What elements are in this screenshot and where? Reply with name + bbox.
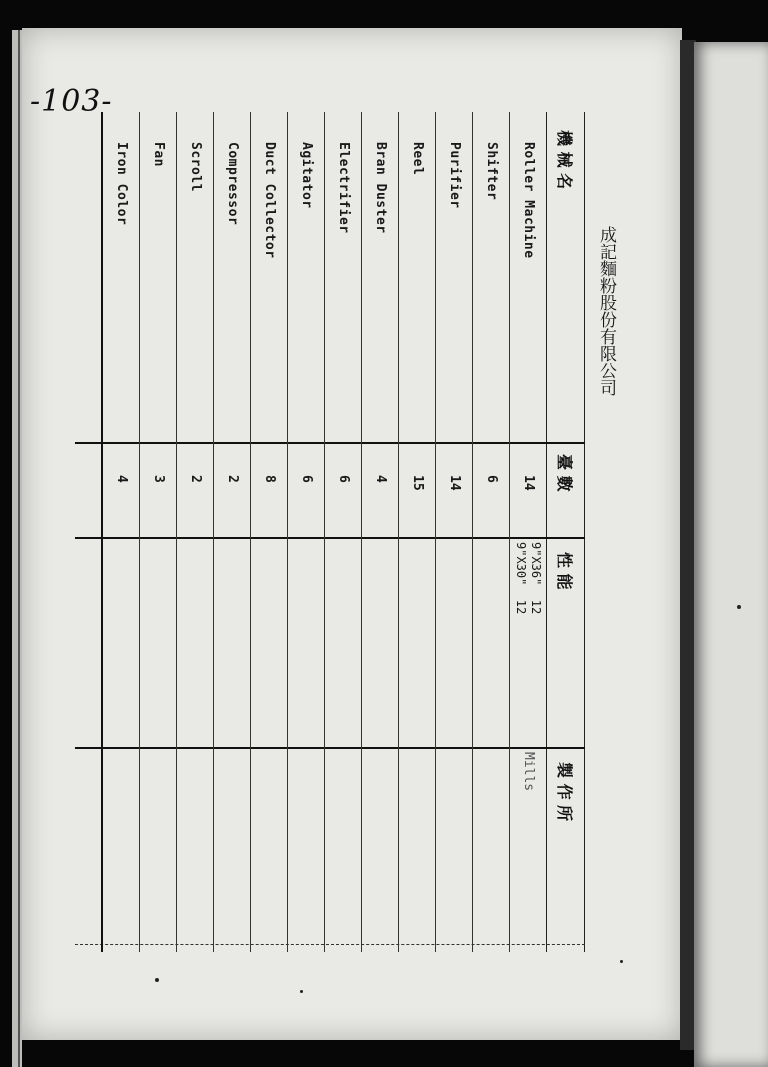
row-rule xyxy=(101,112,103,952)
cell-machine-name: Shifter xyxy=(484,142,499,201)
cell-manufacturer xyxy=(103,752,140,932)
cell-machine-name: Reel xyxy=(410,142,425,176)
table-top-rule xyxy=(584,112,585,952)
adjacent-page xyxy=(694,42,768,1067)
cell-manufacturer xyxy=(436,752,473,932)
table-row xyxy=(436,112,473,952)
cell-machine-name: Electrifier xyxy=(336,142,351,234)
table-row xyxy=(473,112,510,952)
cell-machine-name: Bran Duster xyxy=(373,142,388,234)
cell-manufacturer: Mills xyxy=(521,752,536,792)
cell-performance xyxy=(469,542,510,742)
table-row xyxy=(362,112,399,952)
cell-quantity: 6 xyxy=(299,475,314,483)
cell-machine-name: Iron Color xyxy=(114,142,129,226)
cell-machine-name: Scroll xyxy=(188,142,203,192)
equipment-table-rotated xyxy=(75,112,585,952)
cell-machine-name: Purifier xyxy=(447,142,462,209)
cell-machine-name: Fan xyxy=(151,142,166,167)
table-row xyxy=(399,112,436,952)
cell-quantity: 2 xyxy=(225,475,240,483)
scan-speck xyxy=(155,978,159,982)
left-page-edge xyxy=(12,30,22,1067)
cell-performance xyxy=(432,542,473,742)
cell-quantity: 14 xyxy=(521,475,536,491)
scan-speck xyxy=(620,960,623,963)
cell-performance xyxy=(321,542,362,742)
cell-quantity: 15 xyxy=(410,475,425,491)
cell-manufacturer xyxy=(325,752,362,932)
cell-quantity: 4 xyxy=(373,475,388,483)
cell-machine-name: Roller Machine xyxy=(521,142,536,259)
cell-performance xyxy=(358,542,399,742)
header-quantity: 臺 數 xyxy=(555,454,574,492)
table-row xyxy=(251,112,288,952)
cell-quantity: 14 xyxy=(447,475,462,491)
company-name: 成記麵粉股份有限公司 xyxy=(596,226,616,396)
cell-quantity: 2 xyxy=(188,475,203,483)
cell-manufacturer xyxy=(288,752,325,932)
cell-quantity: 6 xyxy=(484,475,499,483)
cell-machine-name: Compressor xyxy=(225,142,240,226)
cell-manufacturer xyxy=(399,752,436,932)
scan-speck xyxy=(300,990,303,993)
cell-manufacturer xyxy=(177,752,214,932)
handwritten-page-number: -103- xyxy=(30,84,113,119)
table-row xyxy=(214,112,251,952)
cell-performance xyxy=(99,542,140,742)
table-row xyxy=(177,112,214,952)
table-row xyxy=(288,112,325,952)
header-performance: 性 能 xyxy=(555,552,574,590)
cell-manufacturer xyxy=(362,752,399,932)
cell-performance xyxy=(210,542,251,742)
cell-performance xyxy=(173,542,214,742)
cell-manufacturer xyxy=(473,752,510,932)
cell-quantity: 6 xyxy=(336,475,351,483)
equipment-table xyxy=(75,112,585,952)
cell-performance: 9"X36" 12 9"X30" 12 xyxy=(514,542,543,615)
cell-quantity: 4 xyxy=(114,475,129,483)
cell-quantity: 3 xyxy=(151,475,166,483)
cell-manufacturer xyxy=(251,752,288,932)
table-row xyxy=(325,112,362,952)
header-manufacturer: 製 作 所 xyxy=(555,762,574,822)
cell-machine-name: Agitator xyxy=(299,142,314,209)
table-header xyxy=(553,112,577,952)
left-page-edge-shadow xyxy=(18,30,20,1067)
table-row xyxy=(140,112,177,952)
cell-performance xyxy=(284,542,325,742)
table-row xyxy=(510,112,547,952)
table-row xyxy=(103,112,140,952)
header-machine-name: 機 械 名 xyxy=(555,130,574,190)
cell-performance xyxy=(395,542,436,742)
cell-manufacturer xyxy=(214,752,251,932)
cell-performance xyxy=(136,542,177,742)
cell-performance xyxy=(247,542,288,742)
scan-speck xyxy=(737,605,741,609)
cell-manufacturer xyxy=(140,752,177,932)
cell-quantity: 8 xyxy=(262,475,277,483)
cell-machine-name: Duct Collector xyxy=(262,142,277,259)
